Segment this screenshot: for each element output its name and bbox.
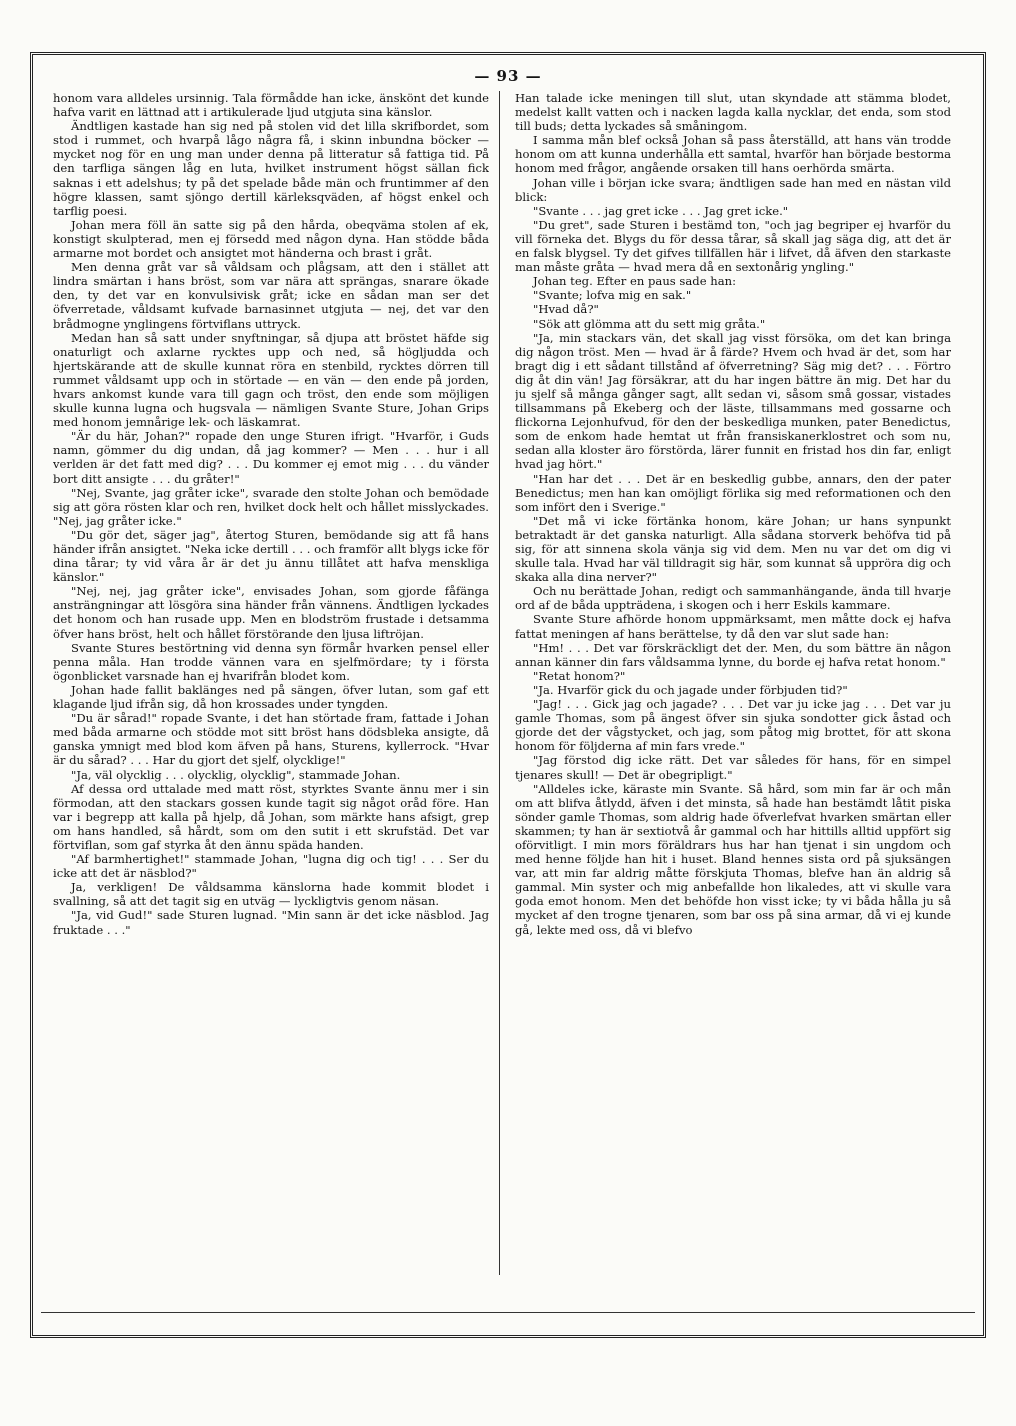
paragraph: "Ja, vid Gud!" sade Sturen lugnad. "Min sann är det icke näsblod. Jag fruktade . . ." — [53, 908, 489, 937]
paragraph: "Ja, min stackars vän, det skall jag visst försöka, om det kan bringa dig någon tröst. Men — hvad är å färde? Hvem och hvad är det, som har bragt dig i ett sådant tillstånd af öfverretning? Säg mig det? . . . Förtro dig åt din vän! Jag försäkrar, att du har ingen bättre än mig. Det har du ju sjelf så många gånger sagt, allt sedan vi, såsom små gossar, vistades tillsammans på Ekeberg och der läste, tillsammans med gossarne och flickorna Lejonhufvud, för den der beskedliga munken, pater Benedictus, som de enkom hade hemtat ut från fransiskanerklostret och som nu, sedan alla kloster äro förstörda, lärer funnit en fristad hos din far, enligt hvad jag hört." — [515, 330, 951, 472]
paragraph: Af dessa ord uttalade med matt röst, styrktes Svante ännu mer i sin förmodan, att den stackars gossen kunde tagit sig något oråd före. Han var i begrepp att kalla på hjelp, då Johan, som märkte hans afsigt, grep om hans handled, så hårdt, som om den sutit i ett skrufstäd. Det var förtviflan, som gaf styrka åt den ännu späda handen. — [53, 781, 489, 852]
paragraph: "Hvad då?" — [533, 302, 599, 317]
paragraph: "Retat honom?" — [533, 668, 626, 683]
paragraph: "Nej, Svante, jag gråter icke", svarade den stolte Johan och bemödade sig att göra rösten klar och ren, hvilket dock helt och hållet misslyckades. "Nej, jag gråter icke." — [53, 485, 489, 528]
page-frame — [30, 52, 986, 1338]
paragraph: Han talade icke meningen till slut, utan skyndade att stämma blodet, medelst kallt vatten och i nacken lagda kalla nycklar, det enda, som stod till buds; detta lyckades så småningom. — [515, 91, 951, 134]
paragraph: "Du gret", sade Sturen i bestämd ton, "och jag begriper ej hvarför du vill förneka det. Blygs du för dessa tårar, så skall jag säga dig, att det är en falsk blygsel. Ty det gifves tillfällen här i lifvet, då äfven den starkaste man måste gråta — hvad mera då en sextonårig yngling." — [515, 217, 951, 275]
paragraph: "Svante; lofva mig en sak." — [533, 288, 692, 303]
paragraph: Johan teg. Efter en paus sade han: — [533, 274, 737, 289]
bottom-rule — [41, 1312, 975, 1313]
paragraph: "Du är sårad!" ropade Svante, i det han störtade fram, fattade i Johan med båda armarne och stödde mot sitt bröst hans dödsbleka ansigte, då ganska ymnigt med blod kom äfven på hans, Sturens, kyllerrock. "Hvar är du sårad? . . . Har du gjort det sjelf, olycklige!" — [53, 711, 489, 768]
page-number: — 93 — — [474, 67, 542, 85]
paragraph: "Det må vi icke förtänka honom, käre Johan; ur hans synpunkt betraktadt är det ganska naturligt. Alla sådana storverk behöfva tid på sig, för att sinnena skola vänja sig vid dem. Men nu var det om dig vi skulle tala. Hvad har väl tilldragit sig här, som kunnat så uppröra dig och skaka alla dina nerver?" — [515, 513, 951, 585]
paragraph: Johan mera föll än satte sig på den hårda, obeqväma stolen af ek, konstigt skulpterad, men ej försedd med någon dyna. Han stödde båda armarne mot bordet och ansigtet mot händerna och brast i gråt. — [53, 217, 489, 261]
paragraph: "Hm! . . . Det var förskräckligt det der. Men, du som bättre än någon annan känner din fars våldsamma lynne, du borde ej hafva retat honom." — [515, 640, 951, 669]
paragraph: Ändtligen kastade han sig ned på stolen vid det lilla skrifbordet, som stod i rummet, och hvarpå lågo några få, i skinn inbundna böcker — mycket nog för en ung man under denna på litteratur så fattiga tid. På den tarfliga sängen låg en luta, hvilket instrument högst sällan fick saknas i ett adelshus; ty på det spelade både män och fruntimmer af den högre klassen, samt sjöngo dertill kärleksqväden, af högst enkel och tarflig poesi. — [53, 119, 489, 218]
paragraph: "Svante . . . jag gret icke . . . Jag gret icke." — [533, 203, 789, 218]
paragraph: Johan ville i början icke svara; ändtligen sade han med en nästan vild blick: — [515, 175, 951, 204]
paragraph: "Jag förstod dig icke rätt. Det var således för hans, för en simpel tjenares skull! — Det är obegripligt." — [515, 753, 951, 782]
paragraph: Och nu berättade Johan, redigt och sammanhängande, ända till hvarje ord af de båda uppträdena, i skogen och i herr Eskils kammare. — [515, 584, 951, 613]
paragraph: "Af barmhertighet!" stammade Johan, "lugna dig och tig! . . . Ser du icke att det är näsblod?" — [53, 852, 489, 881]
paragraph: "Jag! . . . Gick jag och jagade? . . . Det var ju icke jag . . . Det var ju gamle Thomas, som på ängest öfver sin sjuka sondotter gick åstad och gjorde det der vågstycket, och jag, som påtog mig brottet, för att skona honom för följderna af min fars vrede." — [515, 697, 951, 754]
paragraph: "Du gör det, säger jag", återtog Sturen, bemödande sig att få hans händer ifrån ansigtet. "Neka icke dertill . . . och framför allt blygs icke för dina tårar; ty vid våra år är det ju ännu tillåtet att hafva menskliga känslor." — [53, 527, 489, 585]
paragraph: Ja, verkligen! De våldsamma känslorna hade kommit blodet i svallning, så att det tagit sig en utväg — lyckligtvis genom näsan. — [53, 880, 489, 909]
right-column — [515, 91, 951, 1291]
paragraph: Svante Sture afhörde honom uppmärksamt, men måtte dock ej hafva fattat meningen af hans berättelse, ty då den var slut sade han: — [515, 612, 951, 641]
paragraph: "Är du här, Johan?" ropade den unge Sturen ifrigt. "Hvarför, i Guds namn, gömmer du dig undan, då jag kommer? — Men . . . hur i all verlden är det fatt med dig? . . . Du kommer ej emot mig . . . du vänder bort ditt ansigte . . . du gråter!" — [53, 429, 489, 486]
paragraph: honom vara alldeles ursinnig. Tala förmådde han icke, änskönt det kunde hafva varit en lättnad att i artikulerade ljud utgjuta sina känslor. — [53, 91, 489, 120]
paragraph: Medan han så satt under snyftningar, så djupa att bröstet häfde sig onaturligt och axlarne rycktes upp och ned, så högljudda och hjertskärande att de skulle kunnat röra en stenbild, rycktes dörren till rummet våldsamt upp och in störtade — en vän — den ende på jorden, hvars ankomst kunde vara till gagn och tröst, den ende som möjligen skulle kunna lugna och hugsvala — nämligen Svante Sture, Johan Grips med honom jemnårige lek- och läskamrat. — [53, 330, 489, 430]
paragraph: "Sök att glömma att du sett mig gråta." — [533, 316, 766, 331]
left-column — [53, 91, 489, 1291]
paragraph: "Nej, nej, jag gråter icke", envisades Johan, som gjorde fåfänga ansträngningar att lösgöra sina händer från vännens. Ändtligen lyckades det honom och han rusade upp. Men en blodström frustade i detsamma öfver hans bröst, helt och hållet förstörande den ljusa liftröjan. — [53, 584, 489, 641]
paragraph: Men denna gråt var så våldsam och plågsam, att den i stället att lindra smärtan i hans bröst, som var nära att sprängas, snarare ökade den, ty det var en konvulsivisk gråt; icke en sådan man ser det öfverretade, våldsamt kufvade barnasinnet utgjuta — nej, det var den brådmogne ynglingens förtviflans uttryck. — [53, 260, 489, 331]
paragraph: "Ja. Hvarför gick du och jagade under förbjuden tid?" — [533, 682, 848, 697]
paragraph: "Ja, väl olycklig . . . olycklig, olycklig", stammade Johan. — [71, 767, 401, 782]
paragraph: Johan hade fallit baklänges ned på sängen, öfver lutan, som gaf ett klagande ljud ifrån sig, då hon krossades under tyngden. — [53, 682, 489, 712]
paragraph: I samma mån blef också Johan så pass återställd, att hans vän trodde honom om att kunna underhålla ett samtal, hvarför han började bestorma honom med frågor, angående orsaken till hans oerhörda smärta. — [515, 133, 951, 176]
paragraph: "Han har det . . . Det är en beskedlig gubbe, annars, den der pater Benedictus; men han kan omöjligt förlika sig med reformationen och den som infört den i Sverige." — [515, 471, 951, 514]
paragraph: "Alldeles icke, käraste min Svante. Så hård, som min far är och mån om att blifva åtlydd, äfven i det minsta, så hade han bestämdt låtit piska sönder gamle Thomas, som aldrig hade öfverlefvat hvarken smärtan eller skammen; ty han är sextiotvå år gammal och har hittills alltid uppfört sig oförvitligt. I min mors föräldrars hus har han tjenat i sin ungdom och med henne följde han hit i huset. Bland hennes sista ord på sjuksängen var, att min far aldrig måtte förskjuta Thomas, blefve han än aldrig så gammal. Min syster och mig anbefallde hon likaledes, att vi skulle vara goda emot honom. Men det behöfde hon visst icke; ty vi båda hålla ju så mycket af den trogne tjenaren, som bar oss på sina armar, då vi ej kunde gå, lekte med oss, då vi blefvo — [515, 781, 951, 937]
paragraph: Svante Stures bestörtning vid denna syn förmår hvarken pensel eller penna måla. Han trodde vännen vara en sjelfmördare; ty i första ögonblicket varsnade han ej hvarifrån blodet kom. — [53, 640, 489, 683]
column-divider — [499, 91, 500, 1275]
